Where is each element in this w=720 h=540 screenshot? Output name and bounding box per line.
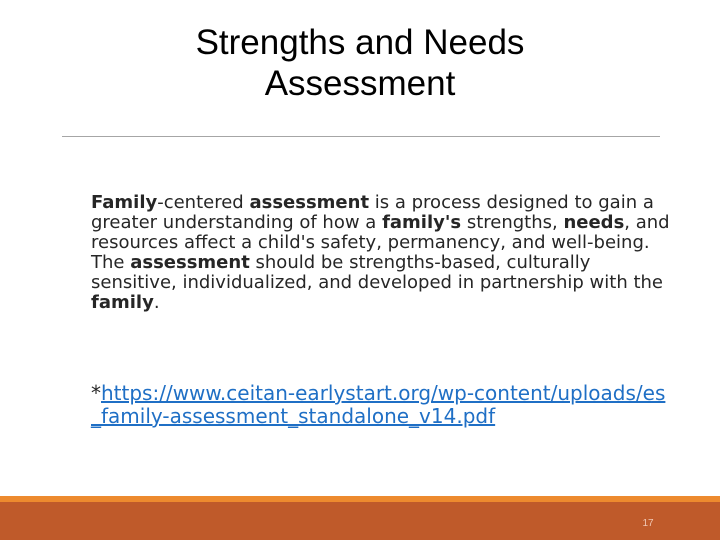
body-text-segment: should be strengths-based, culturally sensitive, individualized, and developed in partnership with the — [91, 252, 664, 293]
slide-title — [0, 22, 720, 104]
footer-bar — [0, 502, 720, 540]
source-link[interactable]: https://www.ceitan-earlystart.org/wp-content/uploads/es_family-assessment_standalone_v14.pdf — [91, 381, 666, 428]
body-text-segment: strengths, — [461, 212, 564, 233]
body-text-segment: . — [153, 292, 160, 313]
body-text-segment: , and resources affect a child's safety, permanency, and well-being. The — [91, 212, 670, 273]
slide-title-line-2: Assessment — [264, 64, 456, 103]
page-number: 17 — [642, 518, 654, 529]
body-text-segment: is a process designed to gain a greater understanding of how a — [91, 192, 654, 233]
title-divider — [62, 136, 660, 137]
term-needs: needs — [563, 212, 625, 233]
body-text-segment: -centered — [157, 192, 250, 213]
term-assessment: assessment — [249, 192, 370, 213]
body-paragraph — [91, 193, 671, 313]
citation-asterisk: * — [91, 381, 101, 405]
term-family: Family — [91, 192, 158, 213]
term-assessment: assessment — [130, 252, 250, 273]
slide-title-line-1: Strengths and Needs — [195, 23, 525, 62]
term-family: family — [91, 292, 154, 313]
term-familys: family's — [382, 212, 462, 233]
source-citation — [91, 382, 671, 428]
